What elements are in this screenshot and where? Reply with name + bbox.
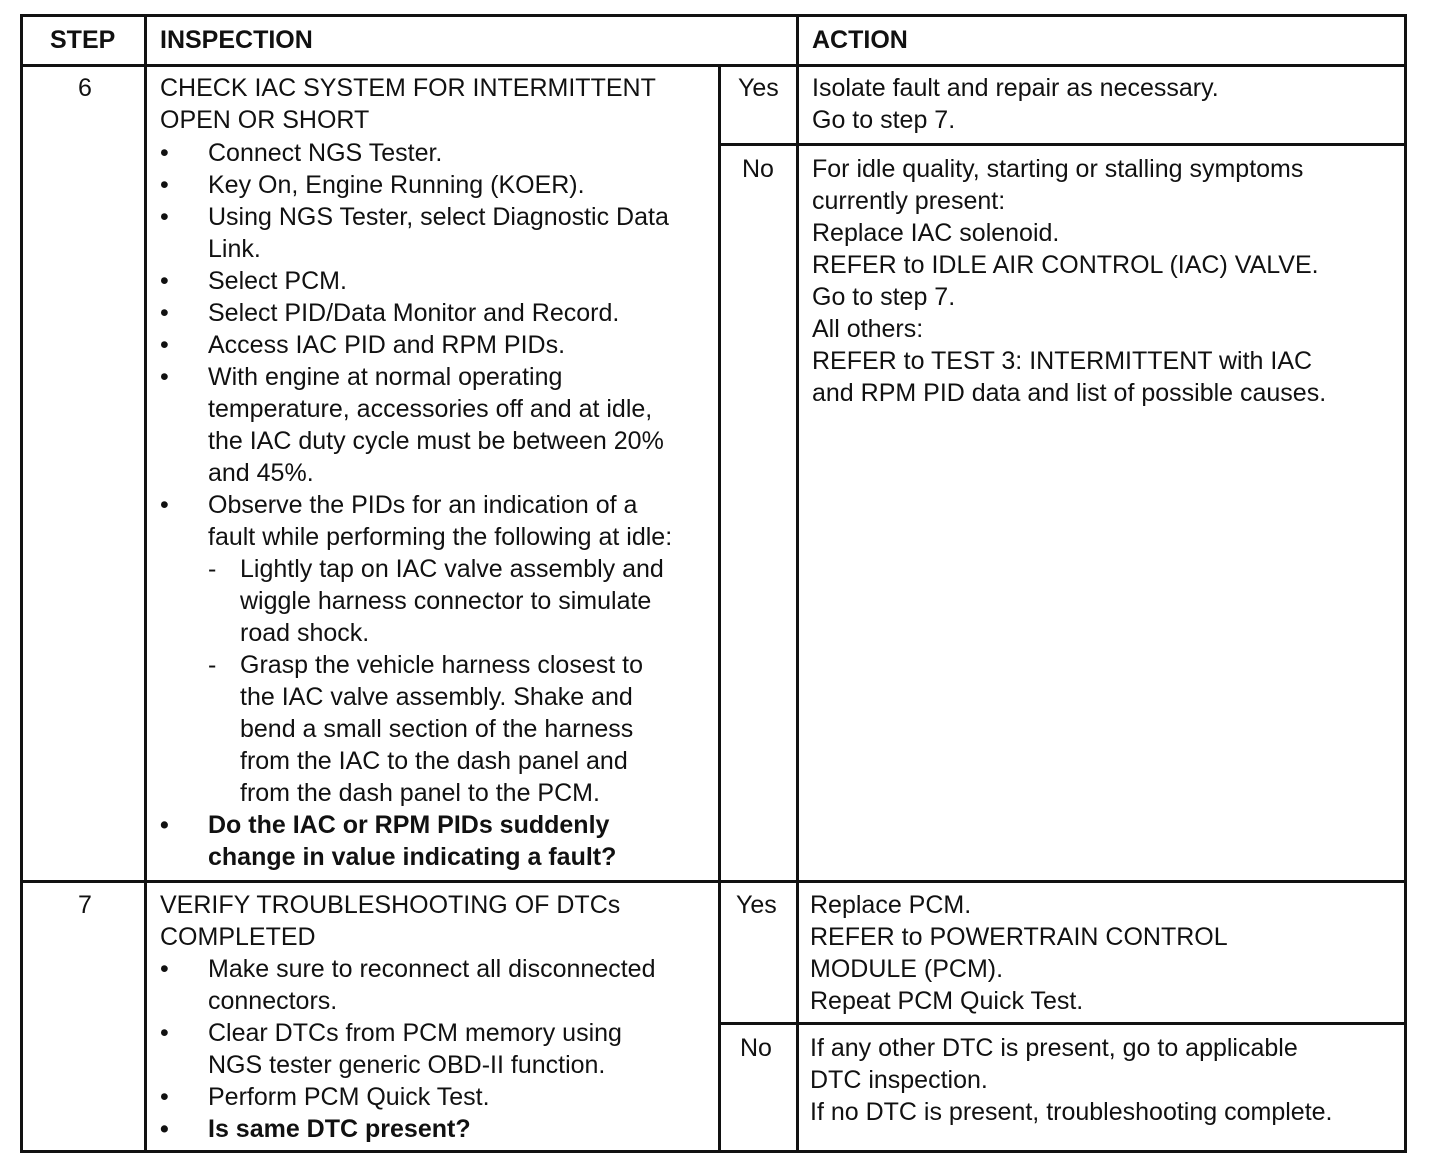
list-item: • Make sure to reconnect all disconnected connectors. xyxy=(160,953,655,1017)
step-column-divider xyxy=(144,14,147,1153)
list-item: • Select PCM. xyxy=(160,265,672,297)
list-item: • Select PID/Data Monitor and Record. xyxy=(160,297,672,329)
step-6-sub-instructions xyxy=(208,553,672,809)
header-inspection: INSPECTION xyxy=(160,26,313,54)
step7-yes-no-divider xyxy=(718,1022,1407,1025)
step-6-yes-label: Yes xyxy=(738,74,779,102)
header-step: STEP xyxy=(50,26,116,54)
row-divider xyxy=(20,880,1407,883)
step-6-yes-action: Isolate fault and repair as necessary. Go to step 7. xyxy=(812,74,1219,134)
step-7-title xyxy=(160,889,620,953)
step-6-instructions xyxy=(160,137,672,873)
title-line: COMPLETED xyxy=(160,923,316,951)
step-7-number: 7 xyxy=(78,891,92,919)
title-line: VERIFY TROUBLESHOOTING OF DTCs xyxy=(160,891,621,919)
list-item: • Using NGS Tester, select Diagnostic Data Link. xyxy=(160,201,672,265)
sub-list-item: - Grasp the vehicle harness closest to the IAC valve assembly. Shake and bend a small section of the harness from the IAC to the dash panel and from the dash panel to the PCM. xyxy=(208,649,672,809)
step-7-no-action: If any other DTC is present, go to applicable DTC inspection. If no DTC is present, troubleshooting complete. xyxy=(810,1034,1333,1126)
list-item: • Clear DTCs from PCM memory using NGS tester generic OBD-II function. xyxy=(160,1017,655,1081)
header-divider xyxy=(20,64,1407,67)
step-7-yes-label: Yes xyxy=(736,891,777,919)
step-6-no-label: No xyxy=(742,155,774,183)
step-6-question: • Do the IAC or RPM PIDs suddenly change in value indicating a fault? xyxy=(160,809,672,873)
step-7-no-label: No xyxy=(740,1034,772,1062)
title-line: CHECK IAC SYSTEM FOR INTERMITTENT xyxy=(160,74,656,102)
action-column-divider xyxy=(796,14,799,1153)
step-6-number: 6 xyxy=(78,74,92,102)
step6-yes-no-divider xyxy=(718,143,1407,146)
step-6-no-action: For idle quality, starting or stalling symptoms currently present: Replace IAC solenoid. REFER to IDLE AIR CONTROL (IAC) VALVE. Go to step 7. All others: REFER to TEST 3: INTERMITTENT with IAC and RPM PID data and list of possible causes. xyxy=(812,155,1327,407)
title-line: OPEN OR SHORT xyxy=(160,106,370,134)
list-item: • Access IAC PID and RPM PIDs. xyxy=(160,329,672,361)
list-item: • Perform PCM Quick Test. xyxy=(160,1081,655,1113)
step-7-instructions xyxy=(160,953,655,1145)
sub-list-item: - Lightly tap on IAC valve assembly and wiggle harness connector to simulate road shock. xyxy=(208,553,672,649)
list-item: • Connect NGS Tester. xyxy=(160,137,672,169)
list-item: • Observe the PIDs for an indication of a fault while performing the following at idle: - Lightly tap on IAC valve assembly and wiggle harness connector to simulate road shock. - Grasp the vehicle harness closest to the IAC valve assembly. Shake and bend a small section of the harness from the IAC to the dash panel and from the dash panel to the PCM. xyxy=(160,489,672,809)
list-item: • Key On, Engine Running (KOER). xyxy=(160,169,672,201)
header-action: ACTION xyxy=(812,26,908,54)
step-6-title xyxy=(160,72,656,136)
list-item: • With engine at normal operating temperature, accessories off and at idle, the IAC duty cycle must be between 20% and 45%. xyxy=(160,361,672,489)
step-7-yes-action: Replace PCM. REFER to POWERTRAIN CONTROL MODULE (PCM). Repeat PCM Quick Test. xyxy=(810,891,1228,1015)
step-7-question: • Is same DTC present? xyxy=(160,1113,655,1145)
yesno-column-divider xyxy=(718,64,721,1153)
